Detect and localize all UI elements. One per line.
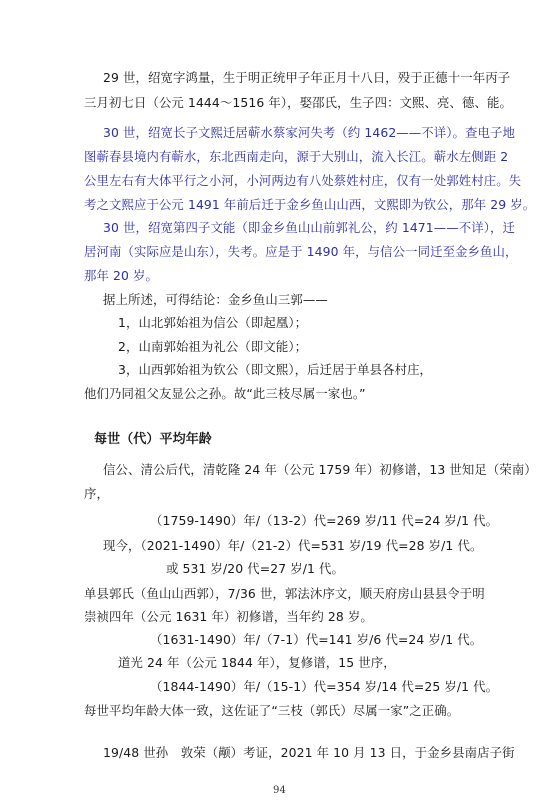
calc-5: （1844-1490）年/（15-1）代=354 岁/14 代=25 岁/1 代。 <box>150 679 499 694</box>
conclusion-item-1: 1，山北郭始祖为信公（即起凰）； <box>118 315 308 330</box>
section-summary: 每世平均年龄大体一致，这佐证了“三枝（郭氏）尽属一家”之正确。 <box>84 703 460 718</box>
section-p1-line-2: 序， <box>84 486 109 501</box>
signature-line: 19/48 世孙 敦荣（颟）考证，2021 年 10 月 13 日，于金乡县南店子街 <box>103 745 515 760</box>
page-number: 94 <box>273 785 286 796</box>
section-p2-line-2: 崇祯四年（公元 1631 年）初修谱，当年约 28 岁。 <box>84 609 373 624</box>
gen30a-line-3: 公里左右有大体平行之小河，小河两边有八处蔡姓村庄，仅有一处郭姓村庄。失 <box>84 173 522 188</box>
conclusion-intro: 据上所述，可得结论：金乡鱼山三郭—— <box>103 292 328 307</box>
gen30b-line-1: 30 世，绍宽第四子文能（即金乡鱼山山前郭礼公，约 1471——不详），迁 <box>103 220 516 235</box>
gen30b-line-3: 那年 20 岁。 <box>84 268 159 283</box>
calc-2: 现今，（2021-1490）年/（21-2）代=531 岁/19 代=28 岁/1 代。 <box>103 538 483 553</box>
section-p2-line-1: 单县郭氏（鱼山山西郭），7/36 世，郭法沐序文，顺天府房山县县令于明 <box>84 586 485 601</box>
gen29-line-2: 三月初七日（公元 1444～1516 年），娶邵氏，生子四：文熙、亮、德、能。 <box>84 95 512 110</box>
conclusion-closing: 他们乃同祖父友显公之孙。故“此三枝尽属一家也。” <box>84 386 366 401</box>
gen29-line-1: 29 世，绍宽字鸿量，生于明正统甲子年正月十八日，殁于正德十一年丙子 <box>103 70 511 85</box>
gen30b-line-2: 居河南（实际应是山东），失考。应是于 1490 年，与信公一同迁至金乡鱼山， <box>84 244 518 259</box>
gen30a-line-1: 30 世，绍宽长子文熙迁居蕲水蔡家河失考（约 1462——不详）。查电子地 <box>103 125 516 140</box>
calc-3: 或 531 岁/20 代=27 岁/1 代。 <box>166 561 345 576</box>
calc-1: （1759-1490）年/（13-2）代=269 岁/11 代=24 岁/1 代。 <box>150 513 499 528</box>
conclusion-item-3: 3，山西郭始祖为钦公（即文熙），后迁居于单县各村庄， <box>118 362 433 377</box>
section-heading: 每世（代）平均年龄 <box>94 432 212 447</box>
gen30a-line-4: 考之文熙应于公元 1491 年前后迁于金乡鱼山山西，文熙即为钦公，那年 29 岁。 <box>84 197 536 212</box>
gen30a-line-2: 图蕲春县境内有蕲水，东北西南走向，源于大别山，流入长江。蕲水左侧距 2 <box>84 149 509 164</box>
section-p3: 道光 24 年（公元 1844 年），复修谱，15 世序， <box>118 655 396 670</box>
conclusion-item-2: 2，山南郭始祖为礼公（即文能）； <box>118 339 308 354</box>
calc-4: （1631-1490）年/（7-1）代=141 岁/6 代=24 岁/1 代。 <box>150 632 483 647</box>
section-p1-line-1: 信公、清公后代，清乾隆 24 年（公元 1759 年）初修谱，13 世知足（荣南） <box>103 462 537 477</box>
